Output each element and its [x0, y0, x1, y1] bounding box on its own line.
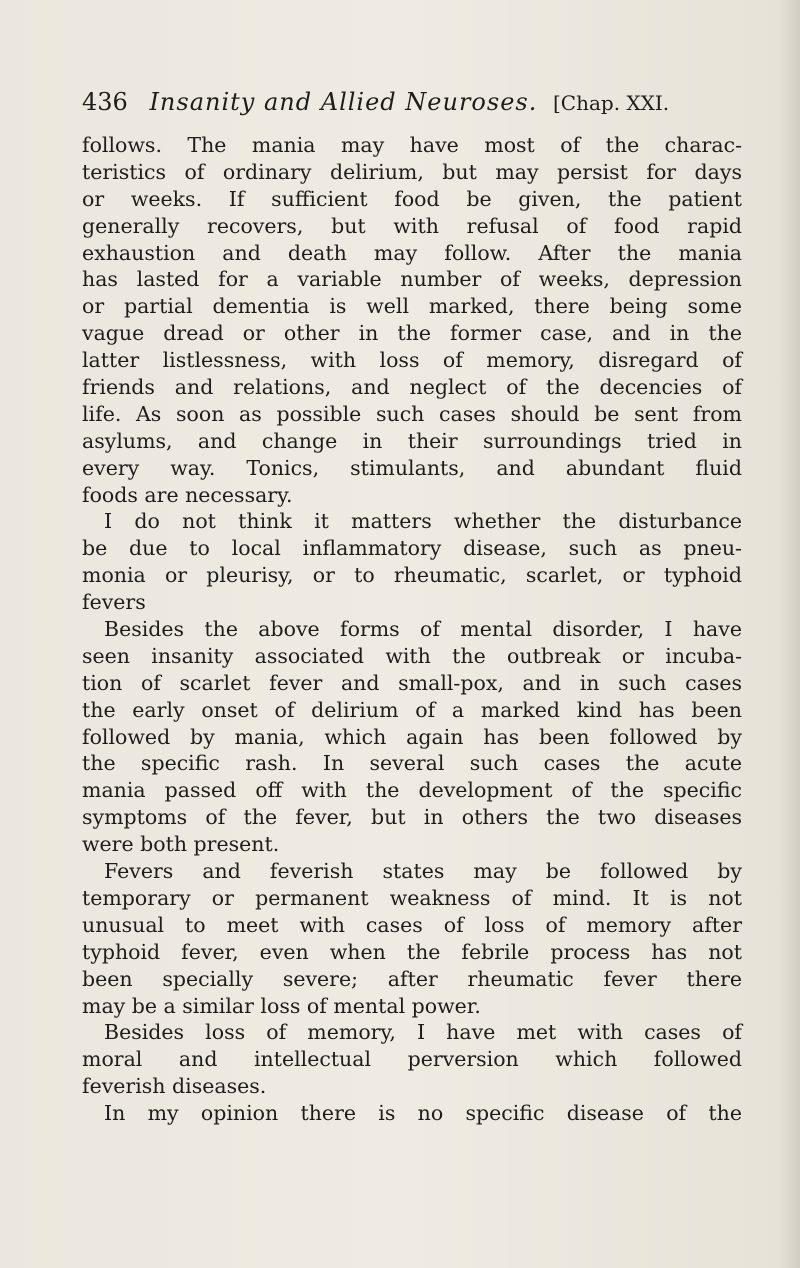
text-line: fevers: [82, 590, 146, 615]
text-line: life. As soon as possible such cases should be sent from: [82, 401, 742, 426]
text-line: followed by mania, which again has been followed by: [82, 724, 742, 749]
text-line: be due to local inflammatory disease, such as pneu-: [82, 536, 742, 561]
text-line: I do not think it matters whether the disturbance: [104, 509, 742, 534]
text-line: or partial dementia is well marked, there being some: [82, 294, 742, 319]
text-line: unusual to meet with cases of loss of memory after: [82, 912, 742, 937]
text-line: foods are necessary.: [82, 482, 293, 507]
text-line: feverish diseases.: [82, 1074, 267, 1099]
text-line: Fevers and feverish states may be followed by: [104, 859, 742, 884]
text-line: has lasted for a variable number of weeks, depression: [82, 267, 742, 292]
text-line: vague dread or other in the former case, and in the: [82, 321, 742, 346]
page-number: 436: [82, 88, 128, 116]
text-line: symptoms of the fever, but in others the two diseases: [82, 805, 742, 830]
text-line: seen insanity associated with the outbreak or incuba-: [82, 643, 742, 668]
text-line: follows. The mania may have most of the charac-: [82, 133, 742, 157]
running-header: [82, 88, 762, 128]
text-line: latter listlessness, with loss of memory, disregard of: [82, 348, 742, 373]
text-line: Besides the above forms of mental disorder, I have: [104, 617, 742, 642]
text-line: tion of scarlet fever and small-pox, and in such cases: [82, 670, 742, 695]
text-line: generally recovers, but with refusal of food rapid: [82, 213, 742, 238]
running-title: Insanity and Allied Neuroses.: [149, 88, 538, 116]
text-line: temporary or permanent weakness of mind. It is not: [82, 885, 742, 910]
text-line: moral and intellectual perversion which followed: [82, 1047, 742, 1072]
text-line: were both present.: [82, 832, 280, 857]
text-line: typhoid fever, even when the febrile process has not: [82, 939, 742, 964]
page-edge-shadow: [778, 0, 800, 1268]
text-line: the specific rash. In several such cases the acute: [82, 751, 742, 776]
text-line: mania passed off with the development of the specific: [82, 778, 742, 803]
text-line: exhaustion and death may follow. After the mania: [82, 240, 742, 265]
text-line: the early onset of delirium of a marked kind has been: [82, 697, 742, 722]
chapter-reference: [Chap. XXI.: [552, 91, 670, 115]
text-line: or weeks. If sufficient food be given, the patient: [82, 186, 742, 211]
text-line: monia or pleurisy, or to rheumatic, scarlet, or typhoid: [82, 563, 742, 588]
text-line: teristics of ordinary delirium, but may persist for days: [82, 159, 742, 184]
text-line: friends and relations, and neglect of the decencies of: [82, 375, 742, 400]
text-line: In my opinion there is no specific disease of the: [104, 1101, 742, 1126]
text-line: Besides loss of memory, I have met with cases of: [104, 1020, 742, 1045]
text-line: may be a similar loss of mental power.: [82, 993, 481, 1018]
text-line: every way. Tonics, stimulants, and abundant fluid: [82, 455, 742, 480]
text-line: asylums, and change in their surroundings tried in: [82, 428, 742, 453]
text-line: been specially severe; after rheumatic fever there: [82, 966, 742, 991]
body-text: [82, 132, 742, 1127]
